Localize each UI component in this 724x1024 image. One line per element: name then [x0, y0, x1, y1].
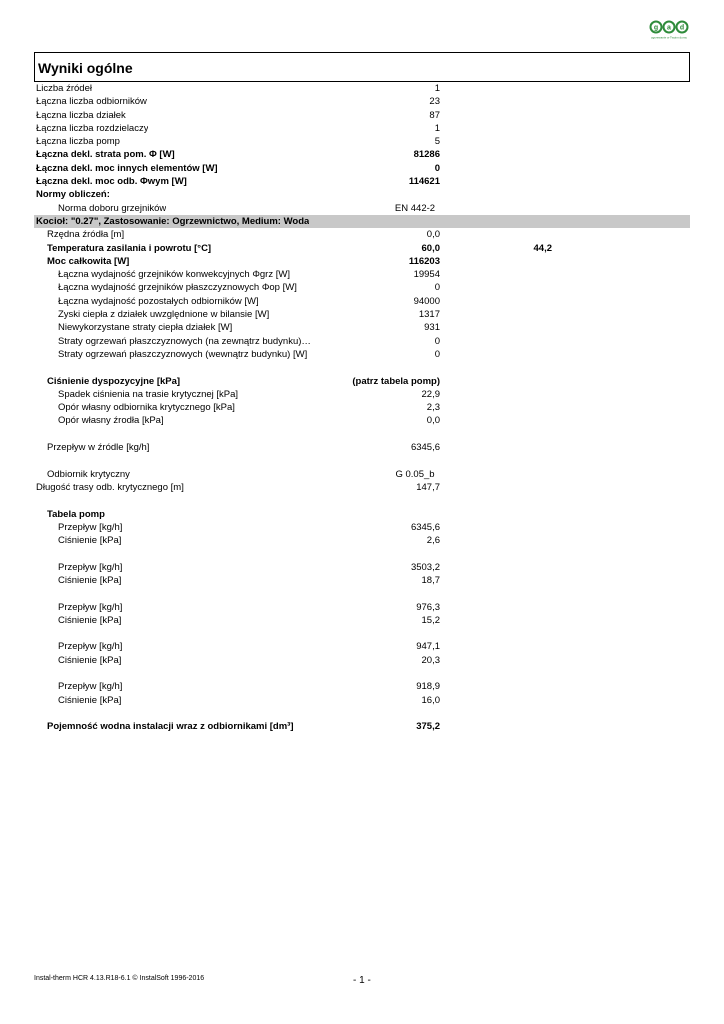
row-value: 375,2	[416, 721, 440, 733]
row-label: Liczba źródeł	[36, 83, 92, 94]
row-label: Przepływ [kg/h]	[58, 641, 123, 653]
row-label: Moc całkowita [W]	[47, 255, 130, 267]
row-value: 22,9	[421, 388, 440, 400]
result-row	[34, 175, 690, 188]
svg-text:d: d	[679, 24, 685, 32]
row-label: Przepływ w źródle [kg/h]	[47, 442, 150, 454]
row-label: Przepływ [kg/h]	[58, 681, 123, 693]
row-value: 976,3	[416, 601, 440, 613]
row-value: 6345,6	[410, 521, 440, 533]
row-value: 16,0	[421, 694, 440, 706]
row-value: 19954	[413, 269, 440, 281]
footer-copyright: Instal-therm HCR 4.13.R18-6.1 © InstalSoft 1996-2016	[34, 975, 205, 982]
row-value: 116203	[408, 255, 440, 267]
row-label: Łączna wydajność grzejników płaszczyznowych Φop [W]	[58, 282, 297, 294]
row-value: 81286	[413, 149, 440, 161]
result-row	[34, 574, 690, 587]
company-logo	[648, 18, 690, 40]
row-label: Ciśnienie [kPa]	[58, 535, 122, 547]
row-label: Normy obliczeń:	[36, 189, 110, 201]
row-value: 18,7	[421, 574, 440, 586]
result-row	[34, 441, 690, 454]
result-row	[34, 614, 690, 627]
row-value: 2,6	[426, 535, 440, 547]
row-label: Długość trasy odb. krytycznego [m]	[36, 481, 184, 493]
result-row	[34, 601, 690, 614]
row-label: Ciśnienie dyspozycyjne [kPa]	[47, 375, 181, 387]
result-row	[34, 255, 690, 268]
result-row	[34, 414, 690, 427]
row-label: Odbiornik krytyczny	[47, 468, 130, 480]
result-row	[34, 468, 690, 481]
row-label: Ciśnienie [kPa]	[58, 654, 122, 666]
row-value: 114621	[408, 176, 440, 188]
page-title: Wyniki ogólne	[38, 60, 133, 76]
row-value: 0	[434, 335, 440, 347]
row-value: 1	[434, 83, 440, 94]
result-row	[34, 228, 690, 241]
row-value: 15,2	[421, 614, 440, 626]
row-label: Straty ogrzewań płaszczyznowych (na zewnątrz budynku)…	[58, 335, 311, 347]
title-box	[34, 52, 690, 82]
row-value: 918,9	[416, 681, 440, 693]
row-value: 947,1	[416, 641, 440, 653]
result-row	[34, 561, 690, 574]
row-label: Przepływ [kg/h]	[58, 521, 123, 533]
row-label: Przepływ [kg/h]	[58, 601, 123, 613]
section-header-row	[34, 215, 690, 228]
svg-text:g: g	[653, 24, 659, 32]
result-row	[34, 162, 690, 175]
row-value: 147,7	[416, 481, 440, 493]
row-label: Spadek ciśnienia na trasie krytycznej [kPa]	[58, 388, 239, 400]
row-value: 0	[434, 162, 440, 174]
result-row	[34, 680, 690, 693]
result-row	[34, 242, 690, 255]
row-value: EN 442-2	[394, 202, 436, 214]
spacer-row	[34, 547, 690, 560]
row-value: 3503,2	[410, 561, 440, 573]
row-label: Łączna dekl. strata pom. Φ [W]	[36, 149, 175, 161]
row-value: 87	[429, 109, 440, 121]
spacer-row	[34, 667, 690, 680]
result-row	[34, 508, 690, 521]
spacer-row	[34, 627, 690, 640]
row-value: 2,3	[426, 402, 440, 414]
row-label: Ciśnienie [kPa]	[58, 614, 122, 626]
results-list	[34, 82, 690, 734]
row-value: 0	[434, 348, 440, 360]
result-row	[34, 135, 690, 148]
row-value: 1317	[418, 309, 440, 321]
row-label: Temperatura zasilania i powrotu [°C]	[47, 242, 212, 254]
result-row	[34, 109, 690, 122]
result-row	[34, 188, 690, 201]
row-label: Tabela pomp	[47, 508, 105, 520]
result-row	[34, 95, 690, 108]
row-label: Opór własny odbiornika krytycznego [kPa]	[58, 402, 235, 414]
row-value: (patrz tabela pomp)	[352, 375, 440, 387]
result-row	[34, 122, 690, 135]
spacer-row	[34, 428, 690, 441]
row-label: Łączna liczba pomp	[36, 136, 120, 148]
row-value: 94000	[413, 295, 440, 307]
result-row	[34, 694, 690, 707]
row-label: Zyski ciepła z działek uwzględnione w bilansie [W]	[58, 309, 270, 321]
row-value: G 0.05_b	[395, 468, 435, 480]
result-row	[34, 82, 690, 95]
row-value: 60,0	[421, 242, 440, 254]
result-row	[34, 388, 690, 401]
row-value: 0,0	[426, 229, 440, 241]
result-row	[34, 375, 690, 388]
row-label: Łączna liczba odbiorników	[36, 96, 147, 108]
row-label: Łączna wydajność pozostałych odbiorników [W]	[58, 295, 259, 307]
row-label: Norma doboru grzejników	[58, 202, 167, 214]
logo-tagline: ogrzewanie w Twoim domu	[650, 35, 688, 40]
row-label: Łączna dekl. moc innych elementów [W]	[36, 162, 218, 174]
spacer-row	[34, 454, 690, 467]
row-label: Rzędna źródła [m]	[47, 229, 125, 241]
row-value: 1	[434, 122, 440, 134]
row-value: 0	[434, 282, 440, 294]
row-label: Opór własny źrodła [kPa]	[58, 415, 164, 427]
result-row	[34, 202, 690, 215]
result-row	[34, 348, 690, 361]
row-value-secondary: 44,2	[533, 242, 552, 254]
row-value: 6345,6	[410, 442, 440, 454]
svg-text:a: a	[667, 24, 671, 32]
result-row	[34, 654, 690, 667]
row-label: Łączna liczba działek	[36, 109, 126, 121]
row-value: 23	[429, 96, 440, 108]
result-row	[34, 720, 690, 733]
spacer-row	[34, 361, 690, 374]
row-value: 20,3	[421, 654, 440, 666]
spacer-row	[34, 587, 690, 600]
result-row	[34, 521, 690, 534]
page-number: - 1 -	[353, 975, 371, 986]
row-label: Ciśnienie [kPa]	[58, 694, 122, 706]
row-label: Kocioł: "0.27", Zastosowanie: Ogrzewnictwo, Medium: Woda	[36, 215, 310, 227]
result-row	[34, 281, 690, 294]
row-label: Łączna liczba rozdzielaczy	[36, 122, 149, 134]
spacer-row	[34, 494, 690, 507]
result-row	[34, 534, 690, 547]
result-row	[34, 148, 690, 161]
row-label: Przepływ [kg/h]	[58, 561, 123, 573]
result-row	[34, 401, 690, 414]
result-row	[34, 321, 690, 334]
row-label: Łączna wydajność grzejników konwekcyjnych Φgrz [W]	[58, 269, 290, 281]
row-label: Ciśnienie [kPa]	[58, 574, 122, 586]
row-label: Pojemność wodna instalacji wraz z odbiornikami [dm³]	[47, 721, 294, 733]
row-value: 5	[434, 136, 440, 148]
result-row	[34, 481, 690, 494]
row-label: Niewykorzystane straty ciepła działek [W]	[58, 322, 233, 334]
result-row	[34, 308, 690, 321]
spacer-row	[34, 707, 690, 720]
result-row	[34, 268, 690, 281]
row-label: Straty ogrzewań płaszczyznowych (wewnątrz budynku) [W]	[58, 348, 308, 360]
row-label: Łączna dekl. moc odb. Φwym [W]	[36, 176, 187, 188]
result-row	[34, 295, 690, 308]
row-value: 0,0	[426, 415, 440, 427]
result-row	[34, 640, 690, 653]
row-value: 931	[424, 322, 440, 334]
result-row	[34, 335, 690, 348]
